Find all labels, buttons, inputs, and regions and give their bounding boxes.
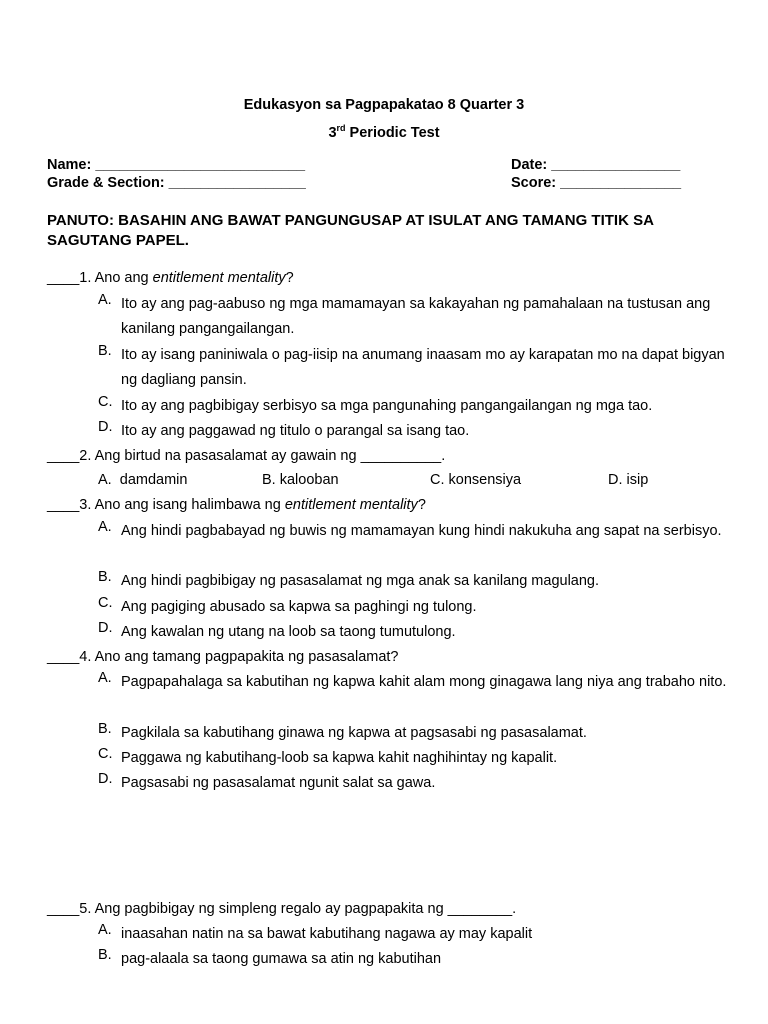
option-text: Pagsasabi ng pasasalamat ngunit salat sa gawa. <box>121 775 436 791</box>
option-text: Pagkilala sa kabutihang ginawa ng kapwa at pagsasabi ng pasasalamat. <box>121 725 587 741</box>
option-letter: D. <box>98 771 113 787</box>
option-letter: B. <box>98 947 112 963</box>
option-2c <box>430 472 521 488</box>
option-letter: B. <box>98 569 112 585</box>
option-text: Ang kawalan ng utang na loob sa taong tumutulong. <box>121 624 456 640</box>
option-text: Ito ay ang pagbibigay serbisyo sa mga pangunahing pangangailangan ng mga tao. <box>121 398 653 414</box>
option-text: kalooban <box>279 472 339 488</box>
subtitle-number: 3 <box>328 124 337 141</box>
option-3d <box>98 620 728 645</box>
subtitle-suffix: rd <box>336 123 346 133</box>
question-text: ____4. Ano ang tamang pagpapakita ng pasasalamat? <box>47 649 399 665</box>
option-text: Ito ay ang pag-aabuso ng mga mamamayan sa kakayahan ng pamahalaan na tustusan ang kanilang pangangailangan. <box>121 296 711 337</box>
option-letter: A. <box>98 922 112 938</box>
option-1b <box>98 343 728 393</box>
option-letter: D. <box>608 472 623 488</box>
question-italic: entitlement mentality <box>284 497 418 513</box>
question-suffix: ? <box>417 497 426 513</box>
question-italic: entitlement mentality <box>152 270 286 286</box>
option-letter: C. <box>98 595 113 611</box>
option-text: konsensiya <box>448 472 522 488</box>
option-4b <box>98 721 728 746</box>
document-subtitle <box>0 123 768 141</box>
document-title: Edukasyon sa Pagpapakatao 8 Quarter 3 <box>243 97 525 113</box>
question-suffix: ? <box>285 270 294 286</box>
option-2a <box>98 472 187 488</box>
option-4d <box>98 771 728 796</box>
name-field: Name: __________________________ <box>47 157 306 173</box>
question-text: ____1. Ano ang <box>47 270 153 286</box>
option-4a <box>98 670 728 695</box>
option-3c <box>98 595 728 620</box>
option-1d <box>98 419 728 444</box>
option-letter: A. <box>98 472 112 488</box>
option-5b <box>98 947 728 972</box>
option-letter: B. <box>98 721 112 737</box>
question-3 <box>47 497 426 513</box>
question-4 <box>47 649 399 665</box>
option-text: Ang hindi pagbabayad ng buwis ng mamamayan kung hindi nakukuha ang sapat na serbisyo. <box>121 523 722 539</box>
option-text: Ito ay ang paggawad ng titulo o parangal sa isang tao. <box>121 423 470 439</box>
option-3b <box>98 569 728 594</box>
option-text: pag-alaala sa taong gumawa sa atin ng kabutihan <box>121 951 442 967</box>
grade-section-field: Grade & Section: _________________ <box>47 175 306 191</box>
option-2b <box>262 472 339 488</box>
option-4c <box>98 746 728 771</box>
option-letter: A. <box>98 670 112 686</box>
option-letter: C. <box>98 746 113 762</box>
option-text: Ang pagiging abusado sa kapwa sa paghingi ng tulong. <box>121 599 477 615</box>
option-text: damdamin <box>119 472 188 488</box>
question-text: ____3. Ano ang isang halimbawa ng <box>47 497 285 513</box>
option-letter: B. <box>98 343 112 359</box>
question-2 <box>47 448 445 464</box>
question-1 <box>47 270 294 286</box>
option-text: inaasahan natin na sa bawat kabutihang nagawa ay may kapalit <box>121 926 533 942</box>
instructions: PANUTO: BASAHIN ANG BAWAT PANGUNGUSAP AT ISULAT ANG TAMANG TITIK SA SAGUTANG PAPEL. <box>47 212 654 249</box>
option-2d <box>608 472 648 488</box>
date-field: Date: ________________ <box>511 157 681 173</box>
question-5 <box>47 901 516 917</box>
question-text: ____2. Ang birtud na pasasalamat ay gawain ng __________. <box>47 448 446 464</box>
option-letter: D. <box>98 419 113 435</box>
option-3a <box>98 519 728 544</box>
option-text: Ito ay isang paniniwala o pag-iisip na anumang inaasam mo ay karapatan mo na dapat bigyan ng dagliang pansin. <box>121 347 725 388</box>
option-1c <box>98 394 728 419</box>
option-1a <box>98 292 728 342</box>
option-text: Pagpapahalaga sa kabutihan ng kapwa kahit alam mong ginagawa lang niya ang trabaho nito. <box>121 674 727 690</box>
option-letter: D. <box>98 620 113 636</box>
option-letter: C. <box>430 472 445 488</box>
option-text: isip <box>626 472 649 488</box>
option-text: Ang hindi pagbibigay ng pasasalamat ng mga anak sa kanilang magulang. <box>121 573 600 589</box>
option-text: Paggawa ng kabutihang-loob sa kapwa kahit naghihintay ng kapalit. <box>121 750 558 766</box>
option-letter: A. <box>98 292 112 308</box>
question-text: ____5. Ang pagbibigay ng simpleng regalo ay pagpapakita ng ________. <box>47 901 517 917</box>
option-letter: A. <box>98 519 112 535</box>
option-letter: C. <box>98 394 113 410</box>
option-5a <box>98 922 728 947</box>
score-field: Score: _______________ <box>511 175 682 191</box>
subtitle-rest: Periodic Test <box>345 124 440 141</box>
option-letter: B. <box>262 472 276 488</box>
